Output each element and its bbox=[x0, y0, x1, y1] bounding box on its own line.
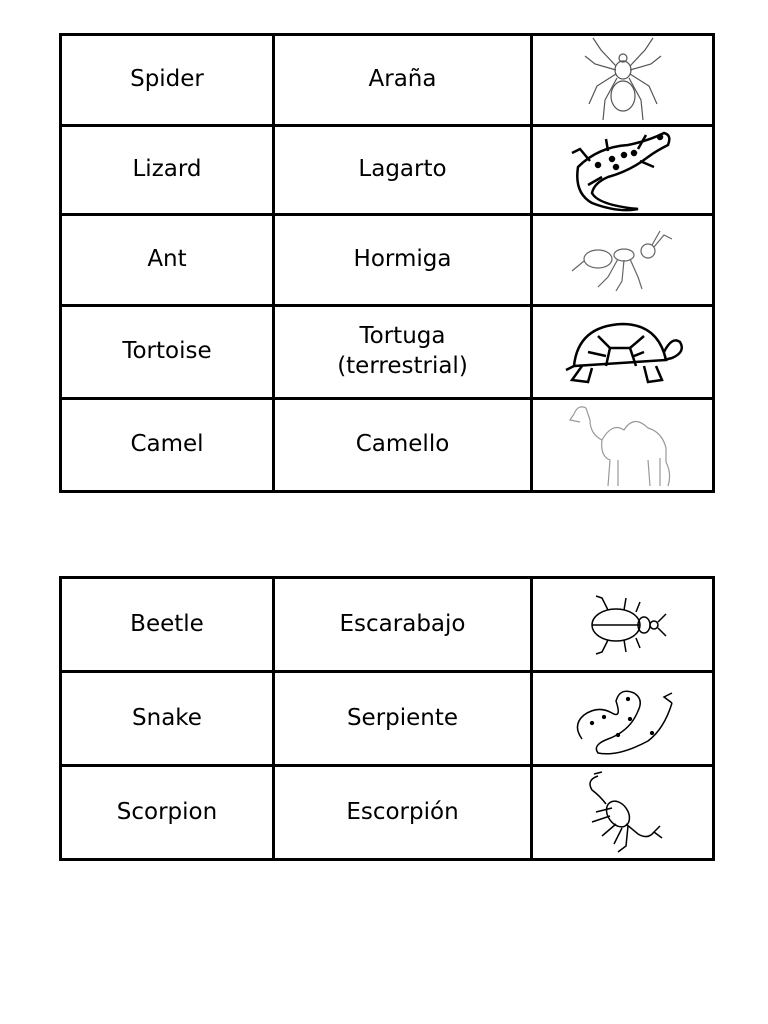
lizard-icon bbox=[568, 127, 678, 213]
english-word: Camel bbox=[61, 399, 274, 492]
spanish-word-cell bbox=[274, 306, 532, 399]
english-word: Snake bbox=[61, 672, 274, 766]
english-word: Lizard bbox=[61, 126, 274, 215]
picture-cell bbox=[532, 35, 714, 126]
english-word: Beetle bbox=[61, 578, 274, 672]
english-word: Scorpion bbox=[61, 766, 274, 860]
spanish-word: Camello bbox=[274, 399, 532, 492]
english-word: Ant bbox=[61, 215, 274, 306]
table-row bbox=[61, 215, 714, 306]
spanish-word: Escarabajo bbox=[274, 578, 532, 672]
spanish-word: Serpiente bbox=[274, 672, 532, 766]
table-row bbox=[61, 672, 714, 766]
spanish-word: Araña bbox=[274, 35, 532, 126]
picture-cell bbox=[532, 306, 714, 399]
spanish-word: Lagarto bbox=[274, 126, 532, 215]
table-row bbox=[61, 35, 714, 126]
picture-cell bbox=[532, 399, 714, 492]
snake-icon bbox=[568, 679, 678, 759]
picture-cell bbox=[532, 215, 714, 306]
beetle-icon bbox=[578, 590, 668, 660]
table-row bbox=[61, 766, 714, 860]
table-row bbox=[61, 399, 714, 492]
vocab-table-2 bbox=[59, 576, 715, 861]
picture-cell bbox=[532, 126, 714, 215]
picture-cell bbox=[532, 578, 714, 672]
english-word: Tortoise bbox=[61, 306, 274, 399]
english-word: Spider bbox=[61, 35, 274, 126]
table-row bbox=[61, 306, 714, 399]
scorpion-icon bbox=[578, 768, 668, 858]
picture-cell bbox=[532, 672, 714, 766]
spanish-word: Escorpión bbox=[274, 766, 532, 860]
table-row bbox=[61, 126, 714, 215]
vocab-table-1 bbox=[59, 33, 715, 493]
ant-icon bbox=[568, 225, 678, 295]
table-row bbox=[61, 578, 714, 672]
camel-icon bbox=[568, 400, 678, 490]
spider-icon bbox=[583, 36, 663, 124]
spanish-word: Hormiga bbox=[274, 215, 532, 306]
spanish-word-note: (terrestrial) bbox=[337, 353, 468, 379]
tortoise-icon bbox=[558, 312, 688, 392]
spanish-word: Tortuga bbox=[359, 323, 446, 350]
picture-cell bbox=[532, 766, 714, 860]
